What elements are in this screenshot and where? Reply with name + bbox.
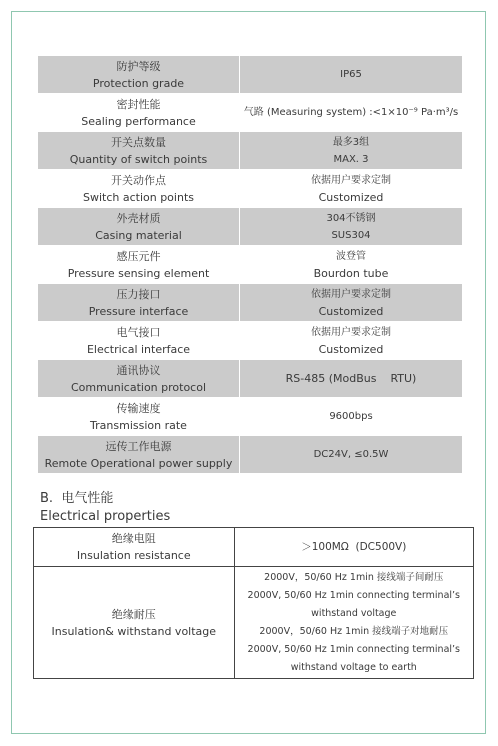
label-en: Electrical interface bbox=[86, 342, 191, 356]
elec-value bbox=[235, 528, 473, 566]
value-en: Bourdon tube bbox=[313, 266, 389, 280]
value-text: RS-485 (ModBus RTU) bbox=[285, 372, 417, 385]
label-en: Quantity of switch points bbox=[69, 152, 208, 166]
spec-label bbox=[38, 360, 239, 397]
spec-row-transmission-rate bbox=[38, 398, 462, 435]
value-line: withstand voltage bbox=[311, 608, 397, 619]
label-zh: 绝缘耐压 bbox=[111, 608, 156, 621]
spec-row-pressure-interface bbox=[38, 284, 462, 321]
section-title-zh: B. 电气性能 bbox=[40, 491, 114, 506]
label-zh: 开关点数量 bbox=[111, 135, 166, 149]
spec-label bbox=[38, 398, 239, 435]
label-zh: 压力接口 bbox=[116, 287, 161, 301]
label-zh: 传输速度 bbox=[116, 401, 161, 415]
value-zh: 最多3组 bbox=[332, 136, 370, 148]
spec-label bbox=[38, 170, 239, 207]
label-zh: 开关动作点 bbox=[111, 173, 166, 187]
section-heading bbox=[40, 490, 170, 526]
value-line: 2000V，50/60 Hz 1min 接线端子对地耐压 bbox=[259, 626, 449, 637]
label-en: Communication protocol bbox=[70, 380, 207, 394]
value-text: ＞100MΩ (DC500V) bbox=[301, 541, 407, 553]
elec-label bbox=[34, 567, 235, 679]
spec-value bbox=[240, 56, 462, 93]
spec-value bbox=[240, 398, 462, 435]
spec-label bbox=[38, 56, 239, 93]
spec-value bbox=[240, 94, 462, 131]
elec-label bbox=[34, 528, 235, 566]
value-line: 2000V, 50/60 Hz 1min connecting terminal’s bbox=[247, 590, 461, 601]
label-en: Switch action points bbox=[82, 190, 194, 204]
electrical-table bbox=[33, 527, 474, 679]
spec-row-casing-material bbox=[38, 208, 462, 245]
label-zh: 电气接口 bbox=[116, 325, 161, 339]
value-zh: 依据用户要求定制 bbox=[311, 174, 391, 186]
value-zh: 304不锈钢 bbox=[326, 212, 376, 224]
label-zh: 通讯协议 bbox=[116, 363, 161, 377]
spec-value bbox=[240, 360, 462, 397]
value-line: 2000V, 50/60 Hz 1min connecting terminal’s bbox=[247, 644, 461, 655]
spec-value bbox=[240, 436, 462, 473]
value-line: 2000V，50/60 Hz 1min 接线端子间耐压 bbox=[264, 572, 444, 583]
label-zh: 感压元件 bbox=[116, 249, 161, 263]
value-zh: 依据用户要求定制 bbox=[311, 288, 391, 300]
spec-label bbox=[38, 132, 239, 169]
label-en: Transmission rate bbox=[90, 418, 187, 432]
spec-row-communication-protocol bbox=[38, 360, 462, 397]
spec-row-switch-action-points bbox=[38, 170, 462, 207]
spec-value bbox=[240, 170, 462, 207]
spec-label bbox=[38, 246, 239, 283]
label-zh: 防护等级 bbox=[116, 59, 161, 73]
label-en: Pressure interface bbox=[88, 304, 189, 318]
elec-row-withstand-voltage bbox=[34, 567, 473, 679]
label-zh: 远传工作电源 bbox=[105, 439, 172, 453]
spec-label bbox=[38, 94, 239, 131]
label-zh: 外壳材质 bbox=[116, 211, 161, 225]
spec-row-protection-grade bbox=[38, 56, 462, 93]
spec-row-sealing-performance bbox=[38, 94, 462, 131]
value-en: SUS304 bbox=[331, 229, 371, 241]
value-zh: 波登管 bbox=[336, 250, 366, 262]
value-text: 气路 (Measuring system) :<1×10⁻⁹ Pa·m³/s bbox=[243, 107, 459, 118]
spec-row-pressure-sensing bbox=[38, 246, 462, 283]
spec-value bbox=[240, 322, 462, 359]
label-en: Casing material bbox=[95, 228, 182, 242]
elec-value bbox=[235, 567, 473, 679]
value-text: DC24V, ≤0.5W bbox=[313, 449, 389, 460]
value-en: Customized bbox=[318, 304, 384, 318]
spec-row-electrical-interface bbox=[38, 322, 462, 359]
spec-value bbox=[240, 284, 462, 321]
value-zh: 依据用户要求定制 bbox=[311, 326, 391, 338]
label-en: Pressure sensing element bbox=[67, 266, 210, 280]
label-en: Protection grade bbox=[92, 76, 185, 90]
label-en: Remote Operational power supply bbox=[44, 456, 233, 470]
value-line: withstand voltage to earth bbox=[290, 662, 417, 673]
value-en: Customized bbox=[318, 190, 384, 204]
elec-row-insulation-resistance bbox=[34, 528, 473, 567]
spec-label bbox=[38, 284, 239, 321]
label-zh: 密封性能 bbox=[116, 97, 161, 111]
spec-label bbox=[38, 436, 239, 473]
spec-label bbox=[38, 208, 239, 245]
label-en: Insulation resistance bbox=[76, 549, 191, 562]
spec-table bbox=[38, 56, 462, 474]
spec-label bbox=[38, 322, 239, 359]
spec-row-switch-points bbox=[38, 132, 462, 169]
value-en: Customized bbox=[318, 342, 384, 356]
spec-value bbox=[240, 246, 462, 283]
spec-row-remote-power-supply bbox=[38, 436, 462, 473]
label-zh: 绝缘电阻 bbox=[111, 532, 156, 545]
label-en: Insulation& withstand voltage bbox=[51, 625, 217, 638]
value-text: IP65 bbox=[340, 69, 362, 80]
label-en: Sealing performance bbox=[81, 114, 196, 128]
spec-value bbox=[240, 132, 462, 169]
spec-value bbox=[240, 208, 462, 245]
section-title-en: Electrical properties bbox=[40, 509, 171, 524]
value-text: 9600bps bbox=[329, 411, 373, 422]
value-en: MAX. 3 bbox=[333, 153, 369, 165]
